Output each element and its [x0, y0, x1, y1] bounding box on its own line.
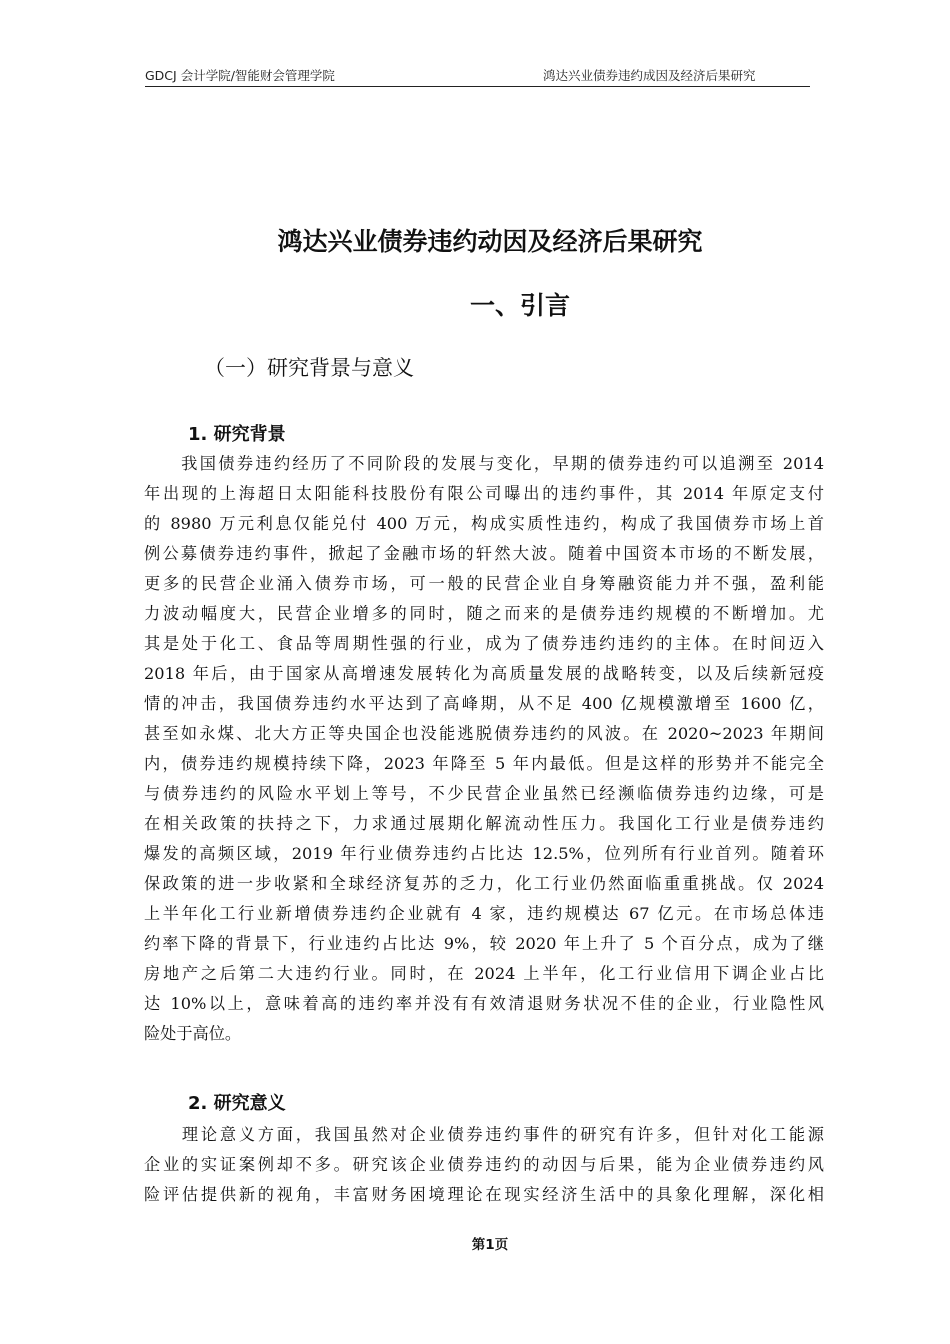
- text-line: 理论意义方面，我国虽然对企业债券违约事件的研究有许多，但针对化工能源: [144, 1125, 824, 1144]
- text-line: 力波动幅度大，民营企业增多的同时，随之而来的是债券违约规模的不断增加。尤: [144, 604, 824, 623]
- subsection-heading-background: 1. 研究背景: [188, 424, 286, 445]
- text-line: 的 8980 万元利息仅能兑付 400 万元，构成实质性违约，构成了我国债券市场上首: [144, 514, 824, 533]
- text-line: 达 10%以上，意味着高的违约率并没有有效清退财务状况不佳的企业，行业隐性风: [144, 994, 824, 1013]
- subsection-heading-significance: 2. 研究意义: [188, 1093, 286, 1114]
- header-right-text: 鸿达兴业债券违约成因及经济后果研究: [543, 68, 756, 83]
- text-line: 企业的实证案例却不多。研究该企业债券违约的动因与后果，能为企业债券违约风: [144, 1155, 824, 1174]
- section-heading: （一）研究背景与意义: [204, 356, 414, 380]
- text-line: 例公募债券违约事件，掀起了金融市场的轩然大波。随着中国资本市场的不断发展，: [144, 544, 824, 563]
- text-line: 险评估提供新的视角，丰富财务困境理论在现实经济生活中的具象化理解，深化相: [144, 1185, 824, 1204]
- text-line: 更多的民营企业涌入债券市场，可一般的民营企业自身筹融资能力并不强，盈利能: [144, 574, 824, 593]
- text-line: 情的冲击，我国债券违约水平达到了高峰期，从不足 400 亿规模激增至 1600 亿，: [144, 694, 824, 713]
- document-title: 鸿达兴业债券违约动因及经济后果研究: [277, 227, 703, 256]
- text-line: 2018 年后，由于国家从高增速发展转化为高质量发展的战略转变，以及后续新冠疫: [144, 664, 824, 683]
- text-line: 我国债券违约经历了不同阶段的发展与变化，早期的债券违约可以追溯至 2014: [144, 454, 824, 473]
- text-line: 上半年化工行业新增债券违约企业就有 4 家，违约规模达 67 亿元。在市场总体违: [144, 904, 824, 923]
- text-line: 险处于高位。: [144, 1024, 242, 1043]
- page-number: 第1页: [471, 1237, 509, 1253]
- paragraph-background: [144, 449, 824, 1049]
- chapter-heading: 一、引言: [469, 291, 570, 320]
- text-line: 甚至如永煤、北大方正等央国企也没能逃脱债券违约的风波。在 2020~2023 年期间: [144, 724, 824, 743]
- header-left-text: GDCJ 会计学院/智能财会管理学院: [145, 68, 335, 83]
- text-line: 约率下降的背景下，行业违约占比达 9%，较 2020 年上升了 5 个百分点，成为了继: [144, 934, 824, 953]
- page-header: [145, 66, 810, 87]
- text-line: 内，债券违约规模持续下降，2023 年降至 5 年内最低。但是这样的形势并不能完全: [144, 754, 824, 773]
- text-line: 与债券违约的风险水平划上等号，不少民营企业虽然已经濒临债券违约边缘，可是: [144, 784, 824, 803]
- paragraph-significance: [144, 1120, 824, 1210]
- text-line: 年出现的上海超日太阳能科技股份有限公司曝出的违约事件，其 2014 年原定支付: [144, 484, 824, 503]
- text-line: 其是处于化工、食品等周期性强的行业，成为了债券违约违约的主体。在时间迈入: [144, 634, 824, 653]
- text-line: 在相关政策的扶持之下，力求通过展期化解流动性压力。我国化工行业是债券违约: [144, 814, 824, 833]
- text-line: 保政策的进一步收紧和全球经济复苏的乏力，化工行业仍然面临重重挑战。仅 2024: [144, 874, 824, 893]
- text-line: 爆发的高频区域，2019 年行业债券违约占比达 12.5%，位列所有行业首列。随着环: [144, 844, 824, 863]
- text-line: 房地产之后第二大违约行业。同时，在 2024 上半年，化工行业信用下调企业占比: [144, 964, 824, 983]
